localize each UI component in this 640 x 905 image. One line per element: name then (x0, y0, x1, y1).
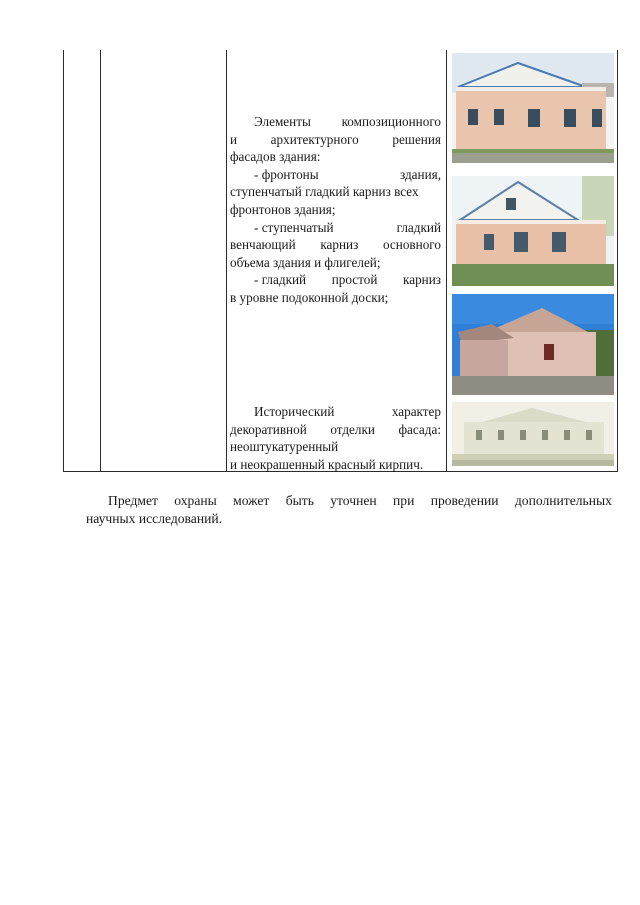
text-line: ступенчатый гладкий карниз всех (230, 184, 419, 200)
text-line: объема здания и флигелей; (230, 254, 381, 270)
text-line: и неокрашенный красный кирпич. (230, 456, 424, 472)
note-line-1: Предмет охраны может быть уточнен при проведении дополнительных (108, 493, 612, 508)
text-line: фасадов здания: (230, 149, 321, 165)
text-line: - ступенчатый гладкий (254, 219, 441, 235)
table-col-line-4 (446, 50, 447, 472)
note-line-2: научных исследований. (86, 511, 223, 526)
protection-note (86, 492, 612, 528)
text-line: декоративной отделки фасада: (230, 421, 441, 437)
text-line: фронтонов здания; (230, 201, 336, 217)
facade-photo-side-wing (452, 294, 614, 395)
text-line: в уровне подоконной доски; (230, 289, 389, 305)
facade-photo-gable-1 (452, 53, 614, 163)
table-col-line-3 (226, 50, 227, 472)
facade-photo-gable-2 (452, 176, 614, 286)
table-col-line-2 (100, 50, 101, 472)
facade-photo-historic (452, 402, 614, 466)
text-line: Элементы композиционного (254, 114, 441, 129)
text-line: - фронтоны здания, (254, 166, 441, 182)
text-line: - гладкий простой карниз (254, 272, 441, 288)
text-line: венчающий карниз основного (230, 237, 441, 253)
decoration-description (230, 403, 441, 473)
text-line: и архитектурного решения (230, 131, 441, 147)
table-col-line-5 (617, 50, 618, 472)
table-col-line-1 (63, 50, 64, 472)
text-line: Исторический характер (254, 404, 441, 419)
facade-elements-description (230, 113, 441, 307)
text-line: неоштукатуренный (230, 439, 339, 455)
